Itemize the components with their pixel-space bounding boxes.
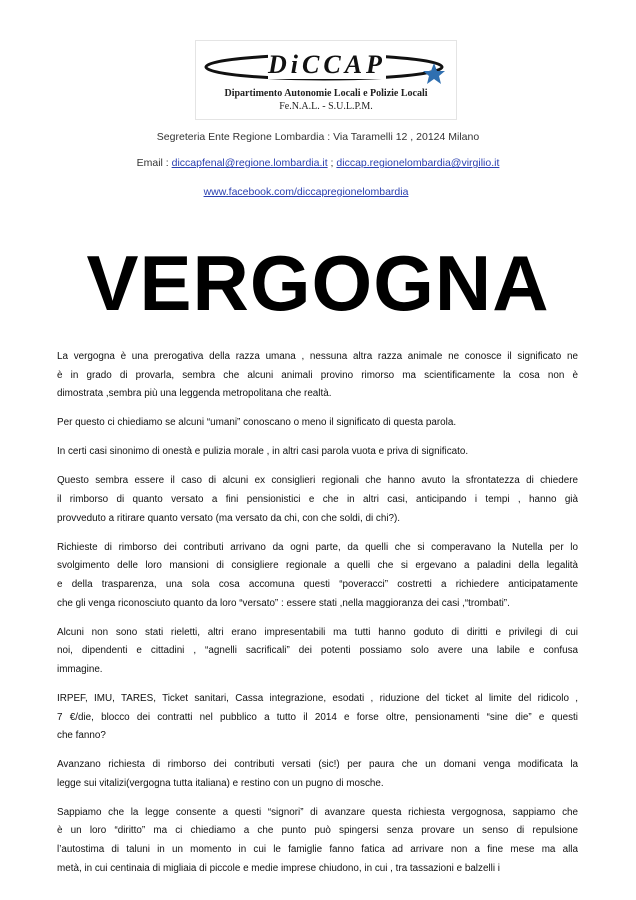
paragraph-line: che gli venga riconosciuto quanto da loro “versato” : essere stati ,nella maggioranza dei casi ,“trombati”. bbox=[57, 597, 510, 609]
facebook-link[interactable]: www.facebook.com/diccapregionelombardia bbox=[203, 186, 409, 198]
address: Segreteria Ente Regione Lombardia : Via Taramelli 12 , 20124 Milano bbox=[156, 131, 480, 143]
paragraph-line: Sappiamo che la legge consente a questi “signori” di avanzare questa richiesta vergognosa, sappiamo che bbox=[57, 806, 578, 818]
paragraph bbox=[57, 756, 578, 793]
paragraph-line: che fanno? bbox=[57, 730, 106, 742]
paragraph-line: è in grado di provarla, sembra che alcuni animali provino rimorso ma scientificamente la cosa non è bbox=[57, 369, 578, 381]
paragraph-line: In certi casi sinonimo di onestà e pulizia morale , in altri casi parola vuota e priva di significato. bbox=[57, 446, 469, 458]
paragraph bbox=[57, 443, 578, 462]
email-line bbox=[0, 157, 636, 169]
logo-subtitle: Dipartimento Autonomie Locali e Polizie Locali bbox=[224, 88, 428, 99]
email-link-2[interactable]: diccap.regionelombardia@virgilio.it bbox=[336, 157, 500, 169]
paragraph-line: Avanzano richiesta di rimborso dei contributi versati (sic!) per paura che un domani venga modificata la bbox=[57, 759, 578, 771]
paragraph-line: metà, in cui centinaia di migliaia di piccole e medie imprese chiudono, in cui , tra tassazioni e balzelli i bbox=[57, 862, 500, 874]
paragraph-line: dimostrata ,sembra più una leggenda metropolitana che realtà. bbox=[57, 388, 332, 400]
diccap-logo bbox=[195, 40, 457, 120]
paragraph-line: il rimborso di quanto versato a fini pensionistici e che in altri casi, anticipando i tempi , hanno già bbox=[57, 494, 578, 506]
paragraph-line: Questo sembra essere il caso di alcuni ex consiglieri regionali che hanno avuto la sfrontatezza di chiedere bbox=[57, 475, 578, 487]
paragraph-line: legge sui vitalizi(vergogna tutta italiana) e restino con un pugno di mosche. bbox=[57, 777, 384, 789]
paragraph-line: IRPEF, IMU, TARES, Ticket sanitari, Cassa integrazione, esodati , riduzione del ticket al limite del ridicolo , bbox=[57, 692, 578, 704]
paragraph-line: svolgimento delle loro mansioni di consigliere regionale a quelli che si ergevano a paladini della legalità bbox=[57, 560, 578, 572]
paragraph-line: provveduto a ritirare quanto versato (ma versato da chi, con che soldi, di chi?). bbox=[57, 512, 401, 524]
facebook-line bbox=[0, 186, 624, 198]
paragraph bbox=[57, 348, 578, 404]
paragraph-line: Per questo ci chiediamo se alcuni “umani” conoscano o meno il significato di questa parola. bbox=[57, 417, 457, 429]
paragraph-line: La vergogna è una prerogativa della razza umana , nessuna altra razza animale ne conosce il significato ne bbox=[57, 351, 578, 362]
paragraph bbox=[57, 690, 578, 746]
paragraph bbox=[57, 472, 578, 528]
logo-federation: Fe.N.A.L. - S.U.L.P.M. bbox=[279, 101, 373, 112]
document-body bbox=[57, 348, 578, 889]
email-separator: ; bbox=[327, 157, 337, 169]
paragraph-line: è un loro “diritto” ma ci chiediamo a che punto può spingersi senza provare un senso di repulsione bbox=[57, 825, 578, 837]
paragraph bbox=[57, 624, 578, 680]
paragraph-line: e della trasparenza, una sola cosa accomuna questi “poveracci” costretti a richiedere anticipatamente bbox=[57, 578, 578, 590]
page-title: VERGOGNA bbox=[86, 239, 550, 327]
paragraph-line: Alcuni non sono stati rieletti, altri erano impresentabili ma tutti hanno goduto di diritti e privilegi di cui bbox=[57, 626, 578, 638]
paragraph-line: l’autostima di taluni in un momento in cui le famiglie fanno fatica ad arrivare non a fine mese ma alla bbox=[57, 844, 578, 856]
paragraph-line: noi, dipendenti e cittadini , “agnelli sacrificali” dei potenti possiamo solo avere una labile e confusa bbox=[57, 645, 578, 657]
paragraph bbox=[57, 804, 578, 878]
email-link-1[interactable]: diccapfenal@regione.lombardia.it bbox=[171, 157, 328, 169]
paragraph-line: 7 €/die, blocco dei contratti nel pubblico a tutto il 2014 e forse oltre, pensionamenti “sine die” e questi bbox=[57, 711, 578, 723]
logo-ellipse-icon bbox=[196, 41, 458, 91]
email-label: Email : bbox=[136, 157, 172, 169]
logo-wordmark: DiCCAP bbox=[268, 50, 386, 79]
paragraph-line: immagine. bbox=[57, 663, 103, 675]
paragraph bbox=[57, 414, 578, 433]
paragraph bbox=[57, 539, 578, 613]
paragraph-line: Richieste di rimborso dei contributi arrivano da ogni parte, da quelli che si comperavano la Nutella per lo bbox=[57, 541, 578, 553]
